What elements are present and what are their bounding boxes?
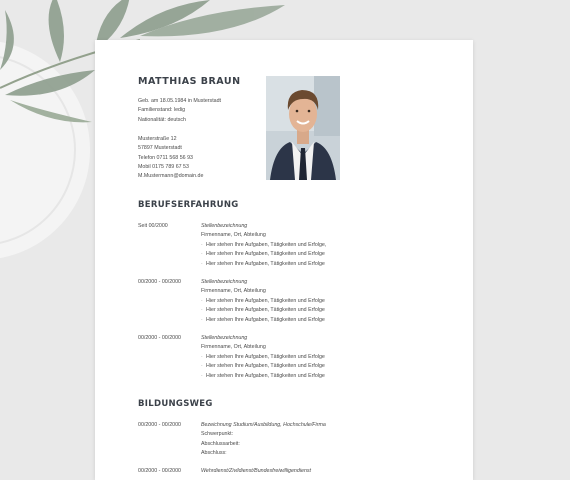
portrait-photo — [266, 76, 340, 180]
entry-company: Firmenname, Ort, Abteilung — [201, 232, 266, 239]
education-heading: BILDUNGSWEG — [138, 399, 213, 409]
mobile-line: Mobil 0175 789 67 53 — [138, 163, 189, 170]
entry-title: Bezeichnung Studium/Ausbildung, Hochschule/Firma — [201, 422, 326, 428]
phone-line: Telefon 0711 568 56 93 — [138, 154, 193, 161]
entry-title: Stellenbezeichnung — [201, 279, 248, 285]
entry-company: Firmenname, Ort, Abteilung — [201, 344, 266, 351]
experience-heading: BERUFSERFAHRUNG — [138, 200, 239, 210]
entry-line: Abschlussarbeit: — [201, 440, 240, 447]
list-item: · Hier stehen Ihre Aufgaben, Tätigkeiten und Erfolge — [201, 363, 325, 370]
entry-company: Firmenname, Ort, Abteilung — [201, 288, 266, 295]
list-item: · Hier stehen Ihre Aufgaben, Tätigkeiten und Erfolge — [201, 316, 325, 323]
list-item: · Hier stehen Ihre Aufgaben, Tätigkeiten und Erfolge — [201, 297, 325, 304]
cv-name: MATTHIAS BRAUN — [138, 76, 241, 87]
entry-line: Abschluss: — [201, 450, 227, 457]
list-item: · Hier stehen Ihre Aufgaben, Tätigkeiten und Erfolge — [201, 353, 325, 360]
entry-date: 00/2000 - 00/2000 — [138, 335, 182, 341]
email-line: M.Mustermann@domain.de — [138, 173, 204, 180]
street-line: Musterstraße 12 — [138, 136, 177, 142]
marital-line: Familienstand: ledig — [138, 107, 186, 114]
birth-line: Geb. am 18.05.1984 in Musterstadt — [138, 98, 222, 104]
nationality-line: Nationalität: deutsch — [138, 116, 186, 123]
personal-info — [138, 97, 268, 125]
entry-title: Wehrdienst/Zivildienst/Bundesfreiwilligendienst — [201, 468, 312, 474]
cv-page — [95, 40, 473, 480]
list-item: · Hier stehen Ihre Aufgaben, Tätigkeiten und Erfolge — [201, 251, 325, 258]
list-item: · Hier stehen Ihre Aufgaben, Tätigkeiten und Erfolge, — [201, 241, 327, 248]
entry-title: Stellenbezeichnung — [201, 223, 248, 229]
list-item: · Hier stehen Ihre Aufgaben, Tätigkeiten und Erfolge — [201, 260, 325, 267]
contact-info — [138, 135, 268, 181]
entry-date: 00/2000 - 00/2000 — [138, 468, 182, 474]
city-line: 57897 Musterstadt — [138, 145, 182, 152]
entry-line: Schwerpunkt: — [201, 431, 234, 438]
list-item: · Hier stehen Ihre Aufgaben, Tätigkeiten und Erfolge — [201, 307, 325, 314]
entry-date: Seit 00/2000 — [138, 223, 168, 229]
entry-title: Stellenbezeichnung — [201, 335, 248, 341]
list-item: · Hier stehen Ihre Aufgaben, Tätigkeiten und Erfolge — [201, 372, 325, 379]
entry-date: 00/2000 - 00/2000 — [138, 279, 182, 285]
entry-date: 00/2000 - 00/2000 — [138, 422, 182, 428]
